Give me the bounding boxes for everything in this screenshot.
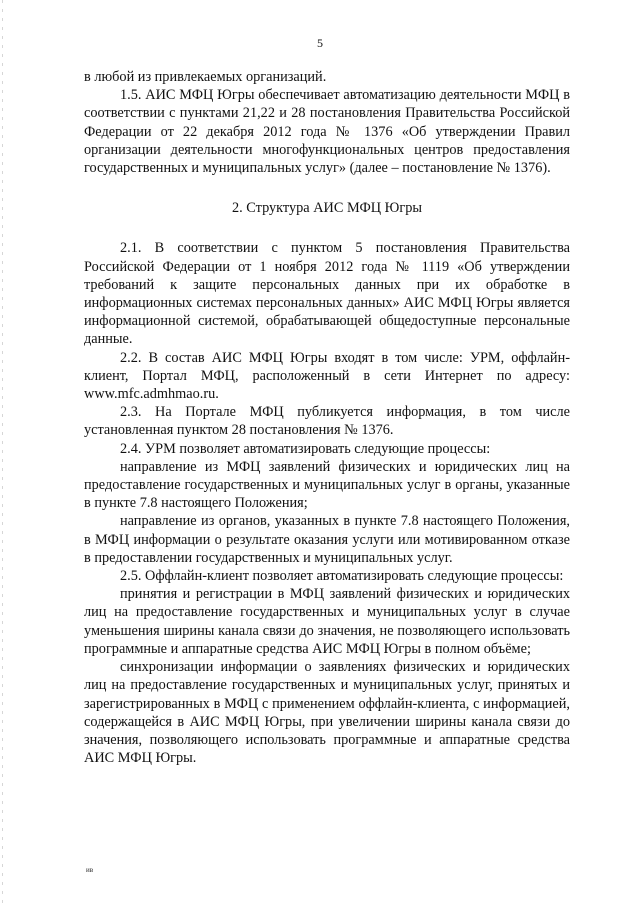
list-item-offline-2: синхронизации информации о заявлениях физических и юридических лиц на предоставление государственных и муниципальных услуг, принятых и зарегистрированных в МФЦ с применением оффлайн-клиента, с информацией, содержащейся в АИС МФЦ Югры, при увеличении ширины канала связи до значения, позволяющего использовать программные и аппаратные средства АИС МФЦ Югры. (84, 659, 570, 767)
paragraph-1-5: 1.5. АИС МФЦ Югры обеспечивает автоматизацию деятельности МФЦ в соответствии с пунктами 21,22 и 28 постановления Правительства Российской Федерации от 22 декабря 2012 года № 1376 «Об утверждении Правил организации деятельности многофункциональных центров предоставления государственных и муниципальных услуг» (далее – постановление № 1376). (84, 87, 570, 177)
footer-mark: ив (86, 866, 94, 874)
list-item-urm-1: направление из МФЦ заявлений физических и юридических лиц на предоставление государственных и муниципальных услуг в органы, указанные в пункте 7.8 настоящего Положения; (84, 458, 570, 512)
paragraph-continuation: в любой из привлекаемых организаций. (84, 69, 327, 85)
list-item-offline-1: принятия и регистрации в МФЦ заявлений физических и юридических лиц на предоставление государственных и муниципальных услуг в случае уменьшения ширины канала связи до значения, не позволяющего использовать программные и аппаратные средства АИС МФЦ Югры в полном объёме; (84, 586, 570, 657)
list-item-urm-2: направление из органов, указанных в пункте 7.8 настоящего Положения, в МФЦ информации о результате оказания услуги или мотивированном отказе в предоставлении государственных и муниципальных услуг. (84, 513, 570, 566)
scan-edge-line (2, 0, 3, 905)
paragraph-2-5: 2.5. Оффлайн-клиент позволяет автоматизировать следующие процессы: (120, 568, 564, 585)
page-number: 5 (317, 36, 323, 50)
paragraph-2-4: 2.4. УРМ позволяет автоматизировать следующие процессы: (120, 440, 491, 457)
section-heading: 2. Структура АИС МФЦ Югры (232, 200, 422, 217)
document-body (84, 68, 570, 767)
paragraph-2-2: 2.2. В состав АИС МФЦ Югры входят в том числе: УРМ, оффлайн-клиент, Портал МФЦ, расположенный в сети Интернет по адресу: www.mfc.admhmao.ru. (84, 349, 570, 403)
paragraph-2-1: 2.1. В соответствии с пунктом 5 постановления Правительства Российской Федерации от 1 ноября 2012 года № 1119 «Об утверждении требований к защите персональных данных при их обработке в информационных системах персональных данных» АИС МФЦ Югры является информационной системой, обрабатывающей общедоступные персональные данные. (84, 240, 570, 348)
paragraph-2-3: 2.3. На Портале МФЦ публикуется информация, в том числе установленная пунктом 28 постановления № 1376. (84, 404, 570, 439)
